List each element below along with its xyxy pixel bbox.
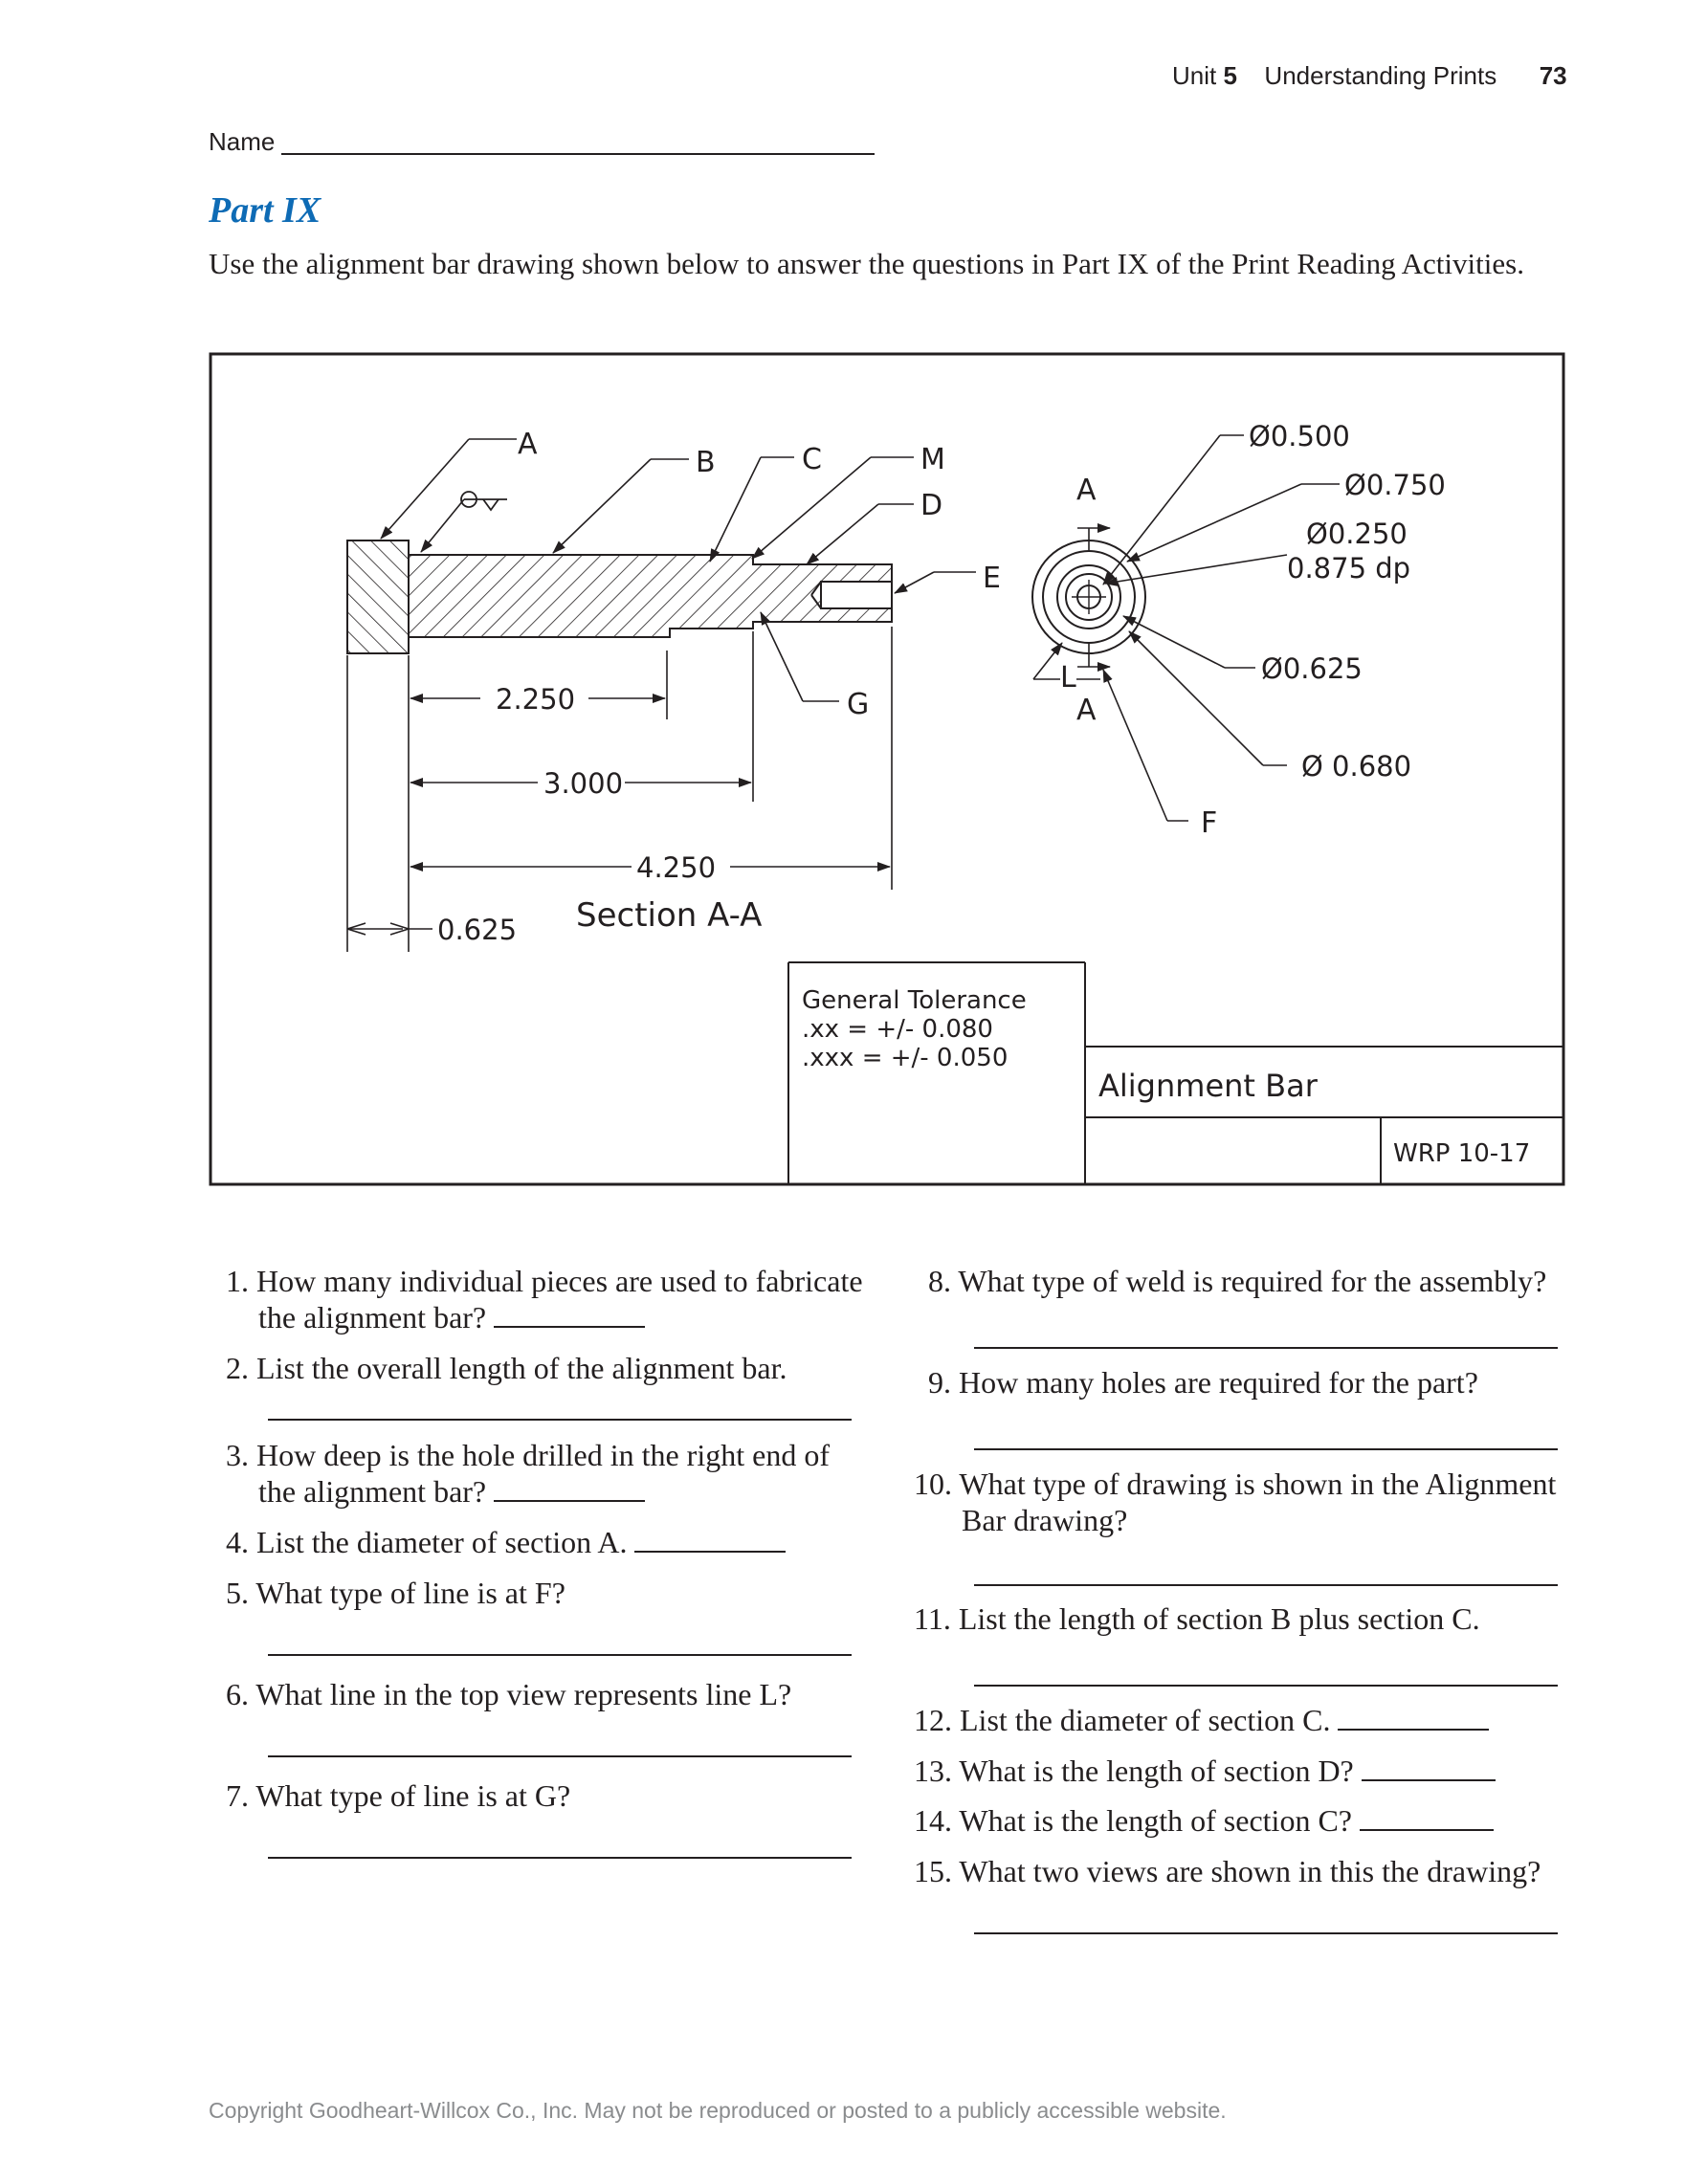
callout-0750: Ø0.750: [1344, 469, 1446, 501]
drawing-number: WRP 10-17: [1393, 1139, 1531, 1168]
label-f: F: [1201, 806, 1218, 840]
question-14: [914, 1802, 1494, 1839]
label-g: G: [847, 688, 870, 721]
answer-blank-13[interactable]: [1362, 1753, 1496, 1781]
unit-number: 5: [1223, 61, 1237, 90]
question-text: What is the length of section D?: [959, 1754, 1354, 1788]
answer-line-11[interactable]: [974, 1685, 1558, 1687]
question-7: [226, 1777, 570, 1814]
question-10: [914, 1466, 1556, 1502]
question-number: 1.: [226, 1264, 249, 1298]
question-number: 6.: [226, 1677, 249, 1711]
question-number: 8.: [928, 1264, 951, 1298]
question-10-cont: [962, 1502, 1127, 1538]
answer-line-15[interactable]: [974, 1932, 1558, 1934]
dim-0625: 0.625: [437, 914, 518, 946]
section-a-top: A: [1076, 474, 1097, 507]
question-text: What line in the top view represents line L?: [255, 1677, 792, 1711]
question-9: [928, 1364, 1478, 1401]
question-number: 14.: [914, 1803, 952, 1838]
question-3-cont: [258, 1473, 645, 1510]
question-11: [914, 1600, 1480, 1637]
section-label: Section A-A: [576, 896, 763, 935]
question-number: 5.: [226, 1576, 249, 1610]
question-text: List the diameter of section C.: [960, 1703, 1331, 1737]
question-text: What type of drawing is shown in the Alignment: [959, 1467, 1557, 1501]
answer-line-7[interactable]: [268, 1857, 852, 1859]
question-number: 2.: [226, 1351, 249, 1385]
question-5: [226, 1575, 565, 1611]
question-text: How deep is the hole drilled in the right end of: [256, 1438, 830, 1472]
question-1: [226, 1263, 863, 1299]
dim-4250: 4.250: [636, 851, 717, 884]
callout-0625: Ø0.625: [1261, 652, 1363, 685]
question-text: What two views are shown in this the drawing?: [959, 1854, 1541, 1888]
question-number: 13.: [914, 1754, 952, 1788]
question-number: 7.: [226, 1778, 249, 1813]
question-text: What type of line is at G?: [255, 1778, 571, 1813]
drawing-title: Alignment Bar: [1098, 1068, 1318, 1104]
callout-0875dp: 0.875 dp: [1287, 552, 1411, 585]
section-a-bottom: A: [1076, 694, 1097, 727]
unit-word: Unit: [1172, 61, 1217, 90]
question-text: How many individual pieces are used to fabricate: [256, 1264, 863, 1298]
label-e: E: [983, 562, 1001, 595]
question-text: Bar drawing?: [962, 1503, 1128, 1537]
name-label: Name: [209, 127, 276, 156]
question-text: List the length of section B plus section C.: [958, 1601, 1480, 1636]
section-view: [347, 540, 892, 653]
question-text: What type of weld is required for the assembly?: [958, 1264, 1547, 1298]
question-6: [226, 1676, 791, 1712]
question-2: [226, 1350, 787, 1386]
label-d: D: [920, 489, 943, 522]
question-3: [226, 1437, 830, 1473]
tolerance-title: General Tolerance: [802, 986, 1027, 1015]
question-number: 3.: [226, 1438, 249, 1472]
question-number: 12.: [914, 1703, 952, 1737]
question-15: [914, 1853, 1541, 1889]
question-number: 15.: [914, 1854, 952, 1888]
callout-0680: Ø 0.680: [1301, 750, 1412, 783]
question-number: 4.: [226, 1525, 249, 1559]
answer-line-9[interactable]: [974, 1448, 1558, 1450]
answer-blank-14[interactable]: [1360, 1802, 1494, 1831]
label-m: M: [920, 443, 945, 476]
question-4: [226, 1524, 786, 1560]
answer-blank-4[interactable]: [634, 1524, 786, 1553]
answer-line-6[interactable]: [268, 1755, 852, 1757]
end-view: [1032, 528, 1145, 667]
dim-2250: 2.250: [496, 683, 576, 716]
question-text: List the overall length of the alignment bar.: [256, 1351, 787, 1385]
intro-text: Use the alignment bar drawing shown below to answer the questions in Part IX of the Print Reading Activities.: [209, 247, 1524, 280]
question-13: [914, 1753, 1496, 1789]
copyright-notice: Copyright Goodheart-Willcox Co., Inc. May not be reproduced or posted to a publicly accessible website.: [209, 2098, 1227, 2123]
tolerance-xx: .xx = +/- 0.080: [802, 1015, 993, 1044]
part-title: Part IX: [209, 190, 321, 231]
answer-line-8[interactable]: [974, 1347, 1558, 1349]
answer-line-10[interactable]: [974, 1584, 1558, 1586]
answer-line-2[interactable]: [268, 1419, 852, 1421]
question-12: [914, 1702, 1489, 1738]
callout-0500: Ø0.500: [1249, 420, 1350, 452]
question-text: List the diameter of section A.: [256, 1525, 628, 1559]
section-title: Understanding Prints: [1264, 61, 1497, 90]
answer-line-5[interactable]: [268, 1654, 852, 1656]
question-text: the alignment bar?: [258, 1300, 487, 1335]
question-number: 11.: [914, 1601, 951, 1636]
question-number: 10.: [914, 1467, 952, 1501]
label-l: L: [1060, 661, 1076, 695]
dim-3000: 3.000: [543, 767, 624, 800]
question-1-cont: [258, 1299, 645, 1335]
weld-symbol: [461, 492, 507, 510]
label-a: A: [518, 428, 538, 461]
label-b: B: [696, 446, 716, 479]
answer-blank-1[interactable]: [494, 1299, 645, 1328]
answer-blank-12[interactable]: [1338, 1702, 1489, 1731]
label-c: C: [802, 443, 822, 476]
question-number: 9.: [928, 1365, 951, 1400]
callout-0250: Ø0.250: [1306, 518, 1408, 550]
question-8: [928, 1263, 1546, 1299]
tolerance-xxx: .xxx = +/- 0.050: [802, 1044, 1009, 1072]
question-text: How many holes are required for the part?: [959, 1365, 1478, 1400]
answer-blank-3[interactable]: [494, 1473, 645, 1502]
question-text: What type of line is at F?: [255, 1576, 565, 1610]
question-text: the alignment bar?: [258, 1474, 487, 1509]
question-text: What is the length of section C?: [959, 1803, 1352, 1838]
page-number: 73: [1539, 61, 1567, 90]
